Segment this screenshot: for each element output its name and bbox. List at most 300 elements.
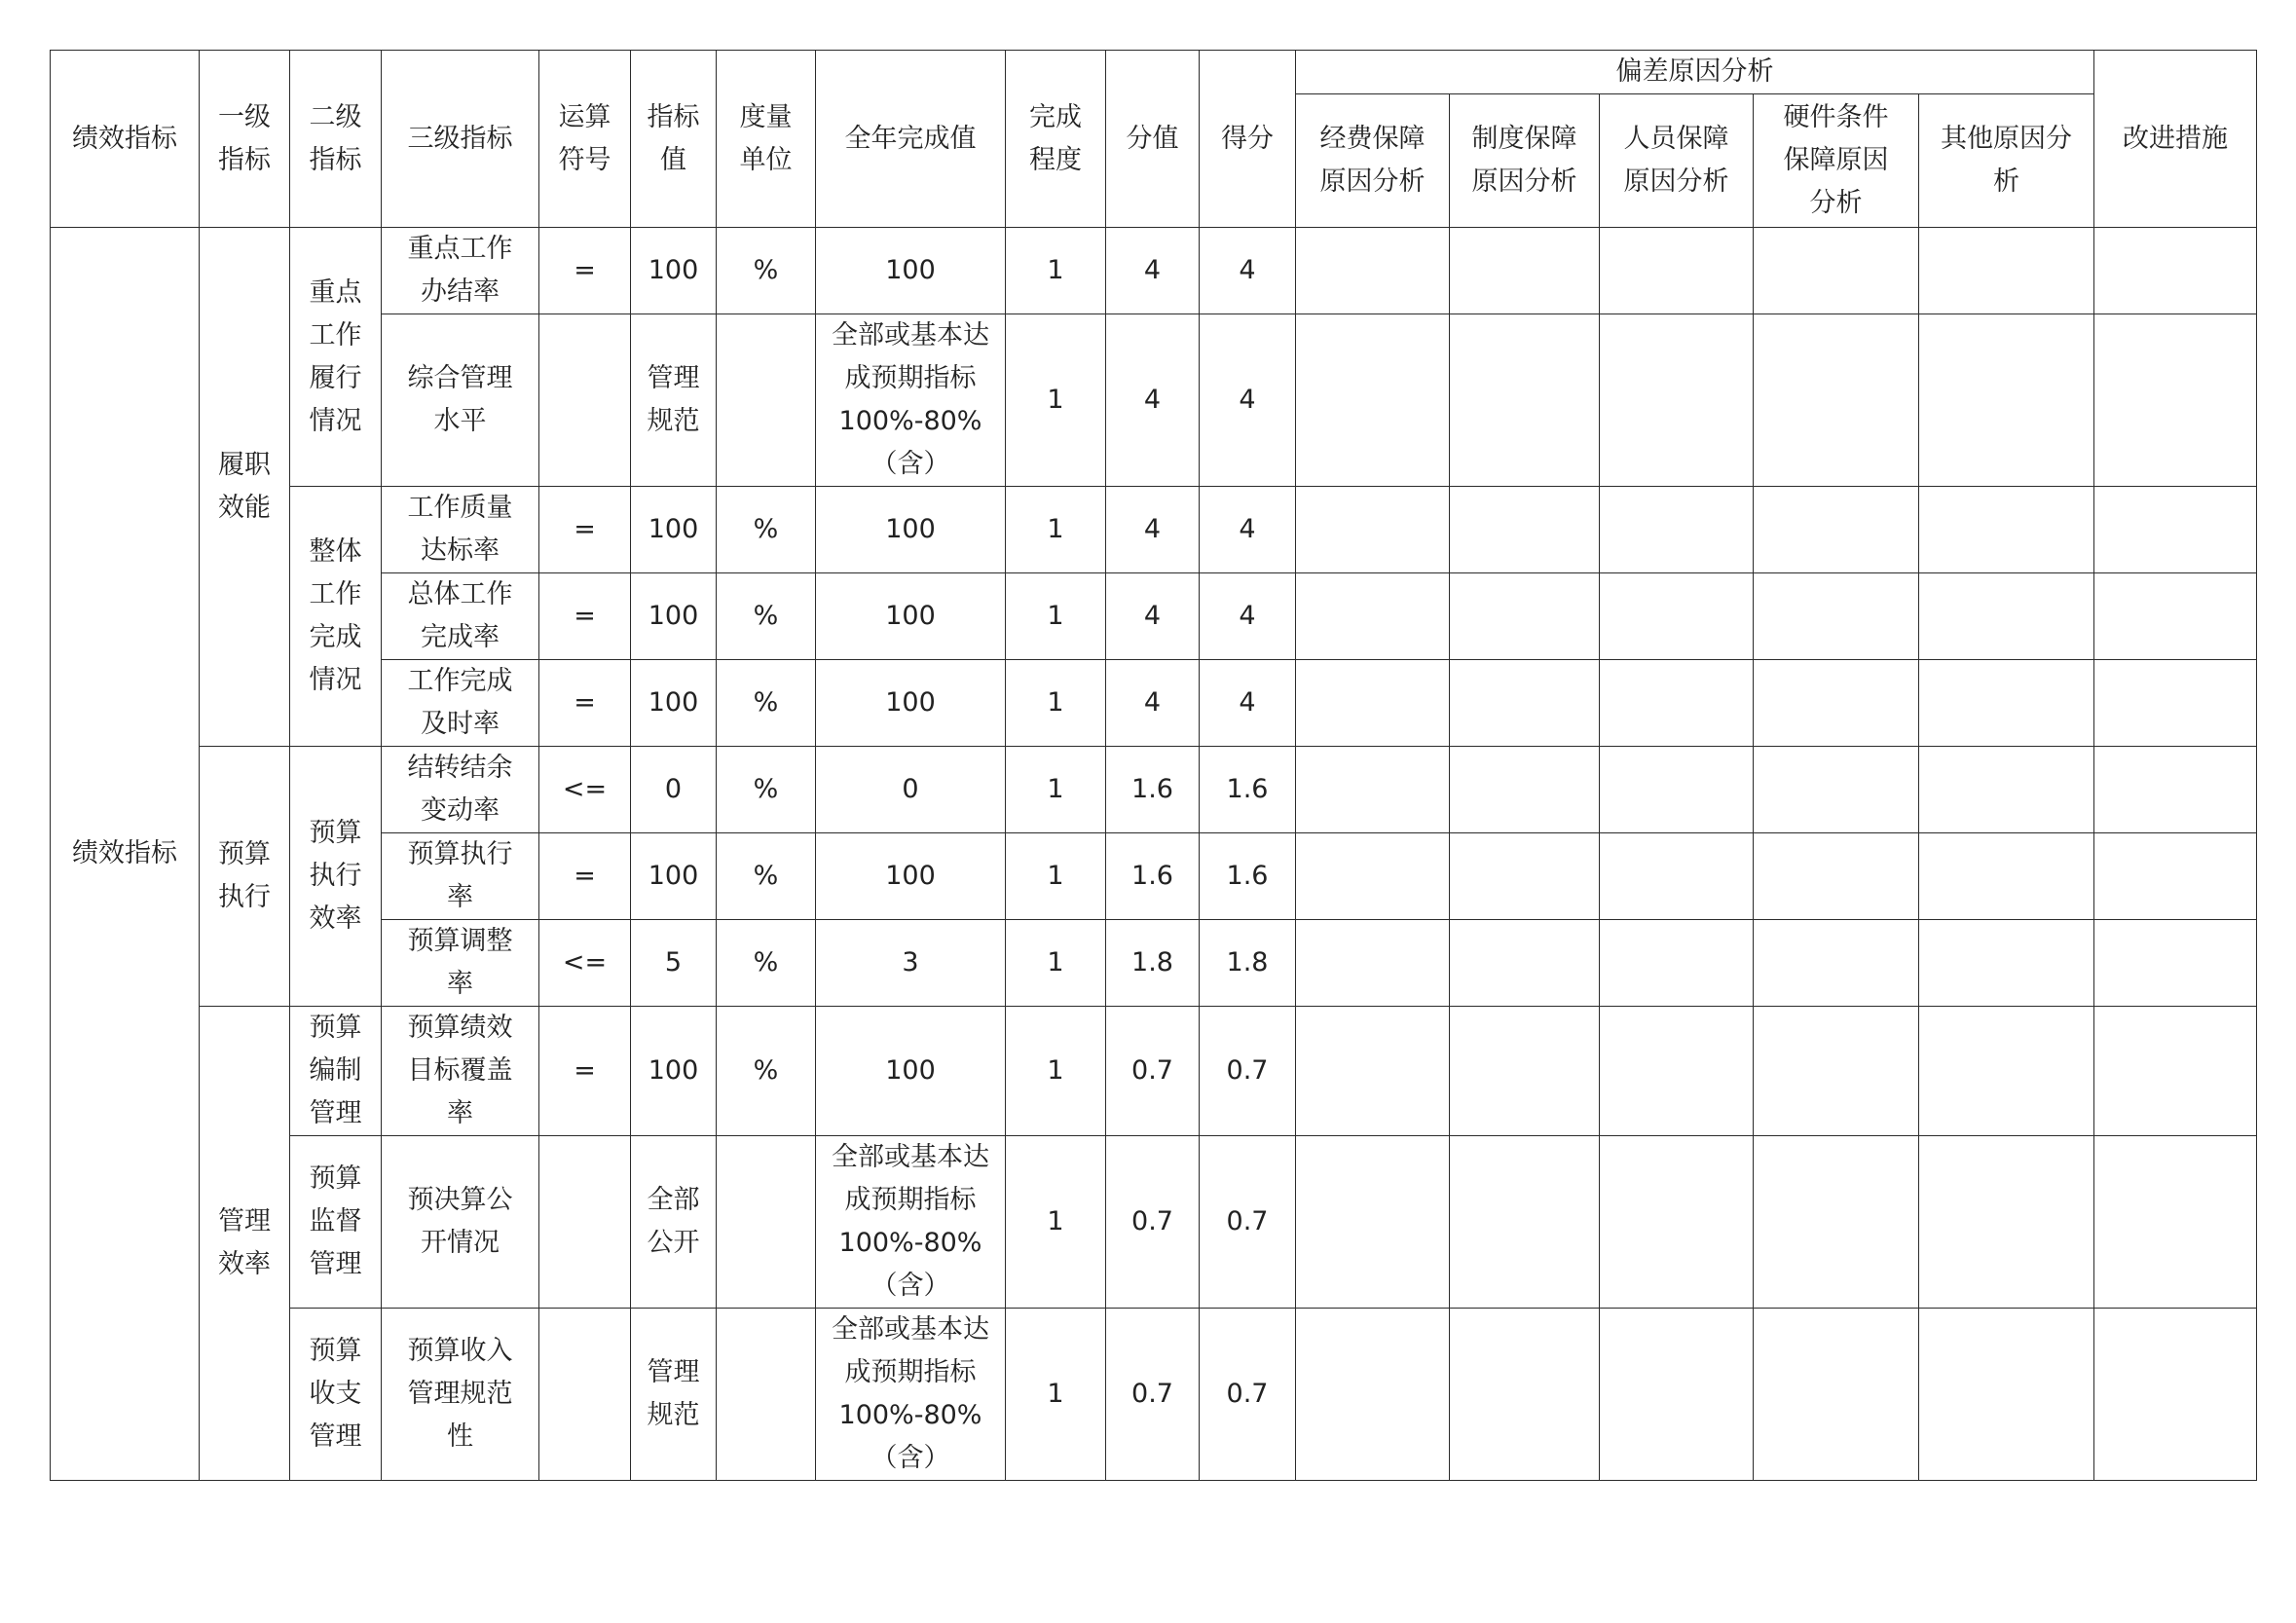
cell-operator xyxy=(539,228,631,314)
cell-completion xyxy=(1006,487,1106,573)
group-performance xyxy=(51,228,200,1481)
cell-level3-text: 重点工作办结率 xyxy=(407,234,513,307)
cell-operator-text: <= xyxy=(562,774,608,804)
cell-score-text: 0.7 xyxy=(1226,1206,1269,1236)
header-performance xyxy=(51,51,200,228)
table-row xyxy=(51,747,2257,833)
table-row xyxy=(51,487,2257,573)
cell-target-text: 100 xyxy=(648,255,699,285)
cell-dev-other xyxy=(1919,573,2094,660)
cell-dev-funding xyxy=(1296,314,1450,487)
group-l2-key-work xyxy=(290,228,382,487)
header-level3 xyxy=(382,51,539,228)
header-dev-system-text: 制度保障原因分析 xyxy=(1471,124,1577,197)
group-l1-budget-exec xyxy=(200,747,290,1007)
header-deviation-group-text: 偏差原因分析 xyxy=(1615,56,1774,87)
cell-score-value xyxy=(1106,920,1200,1007)
cell-score-value-text: 4 xyxy=(1143,385,1162,415)
cell-target xyxy=(631,228,717,314)
cell-level3 xyxy=(382,920,539,1007)
cell-unit-text: % xyxy=(753,255,779,285)
cell-improvement xyxy=(2094,487,2257,573)
cell-unit xyxy=(717,573,816,660)
cell-actual-text: 全部或基本达成预期指标 100%-80%（含） xyxy=(832,1314,989,1473)
cell-unit xyxy=(717,1136,816,1309)
cell-dev-personnel xyxy=(1600,660,1754,747)
cell-improvement xyxy=(2094,660,2257,747)
cell-operator-text: = xyxy=(574,687,596,718)
group-l2-overall-work xyxy=(290,487,382,747)
header-actual xyxy=(816,51,1006,228)
cell-unit xyxy=(717,833,816,920)
header-score-value-text: 分值 xyxy=(1126,123,1179,154)
cell-dev-system xyxy=(1450,1309,1600,1481)
cell-score-value xyxy=(1106,487,1200,573)
cell-target-text: 100 xyxy=(648,601,699,631)
cell-score-text: 4 xyxy=(1239,601,1256,631)
cell-actual xyxy=(816,1007,1006,1136)
cell-actual-text: 0 xyxy=(902,774,919,804)
header-actual-text: 全年完成值 xyxy=(844,123,977,154)
header-performance-text: 绩效指标 xyxy=(72,123,177,154)
table-row xyxy=(51,833,2257,920)
cell-score-value xyxy=(1106,1309,1200,1481)
cell-level3 xyxy=(382,1136,539,1309)
group-l1-mgmt-text: 管理效率 xyxy=(218,1206,271,1279)
header-unit xyxy=(717,51,816,228)
cell-operator-text: = xyxy=(574,255,596,285)
cell-level3-text: 总体工作完成率 xyxy=(407,579,513,652)
header-dev-funding xyxy=(1296,94,1450,228)
cell-dev-other xyxy=(1919,660,2094,747)
cell-target xyxy=(631,833,717,920)
cell-actual xyxy=(816,920,1006,1007)
cell-completion-text: 1 xyxy=(1047,1055,1064,1086)
cell-improvement xyxy=(2094,747,2257,833)
cell-actual-text: 100 xyxy=(885,255,936,285)
cell-dev-hardware xyxy=(1754,660,1919,747)
cell-level3-text: 综合管理水平 xyxy=(407,363,513,436)
cell-score-text: 1.6 xyxy=(1226,774,1269,804)
header-dev-funding-text: 经费保障原因分析 xyxy=(1319,124,1426,197)
cell-score-text: 4 xyxy=(1239,514,1256,544)
cell-completion-text: 1 xyxy=(1047,861,1064,891)
cell-dev-system xyxy=(1450,314,1600,487)
header-score-value xyxy=(1106,51,1200,228)
cell-dev-funding xyxy=(1296,920,1450,1007)
group-l2-exec-efficiency-text: 预算执行效率 xyxy=(309,818,362,934)
group-l2-exec-efficiency xyxy=(290,747,382,1007)
performance-table xyxy=(50,50,2257,1481)
cell-dev-system xyxy=(1450,920,1600,1007)
cell-dev-system xyxy=(1450,660,1600,747)
cell-operator xyxy=(539,1007,631,1136)
cell-score-value xyxy=(1106,228,1200,314)
cell-actual xyxy=(816,660,1006,747)
cell-dev-other xyxy=(1919,1007,2094,1136)
cell-score-text: 4 xyxy=(1239,687,1256,718)
cell-operator xyxy=(539,660,631,747)
cell-score-value-text: 1.6 xyxy=(1131,774,1173,804)
cell-level3-text: 预算绩效目标覆盖率 xyxy=(407,1013,513,1128)
cell-target xyxy=(631,660,717,747)
cell-completion xyxy=(1006,314,1106,487)
cell-score xyxy=(1200,747,1296,833)
cell-dev-funding xyxy=(1296,1007,1450,1136)
cell-dev-personnel xyxy=(1600,1309,1754,1481)
header-level2 xyxy=(290,51,382,228)
cell-unit xyxy=(717,660,816,747)
cell-dev-funding xyxy=(1296,573,1450,660)
cell-score-text: 1.8 xyxy=(1226,947,1269,977)
cell-score-value-text: 4 xyxy=(1143,601,1162,631)
header-dev-hardware-text: 硬件条件保障原因分析 xyxy=(1783,102,1889,218)
cell-operator xyxy=(539,1136,631,1309)
cell-completion xyxy=(1006,228,1106,314)
cell-improvement xyxy=(2094,1007,2257,1136)
cell-actual-text: 100 xyxy=(885,1055,936,1086)
cell-completion-text: 1 xyxy=(1047,687,1064,718)
cell-operator xyxy=(539,833,631,920)
cell-actual xyxy=(816,573,1006,660)
cell-operator xyxy=(539,573,631,660)
cell-unit xyxy=(717,920,816,1007)
group-l2-budget-prep-text: 预算编制管理 xyxy=(309,1013,362,1128)
header-completion xyxy=(1006,51,1106,228)
group-l2-key-work-text: 重点工作履行情况 xyxy=(309,277,362,436)
cell-operator-text: = xyxy=(574,601,596,631)
cell-level3-text: 工作质量达标率 xyxy=(407,493,513,566)
cell-score-value xyxy=(1106,1007,1200,1136)
header-dev-personnel xyxy=(1600,94,1754,228)
cell-unit xyxy=(717,1007,816,1136)
cell-score-value-text: 1.8 xyxy=(1131,947,1173,977)
header-score xyxy=(1200,51,1296,228)
cell-target xyxy=(631,920,717,1007)
group-l2-budget-income-text: 预算收支管理 xyxy=(309,1336,362,1452)
header-level1 xyxy=(200,51,290,228)
cell-completion xyxy=(1006,1007,1106,1136)
cell-dev-system xyxy=(1450,573,1600,660)
table-row xyxy=(51,1309,2257,1481)
cell-completion-text: 1 xyxy=(1047,1379,1064,1409)
cell-target-text: 管理规范 xyxy=(647,363,700,436)
cell-target xyxy=(631,314,717,487)
cell-score-text: 0.7 xyxy=(1226,1055,1269,1086)
cell-score-value xyxy=(1106,1136,1200,1309)
cell-score-text: 1.6 xyxy=(1226,861,1269,891)
cell-dev-funding xyxy=(1296,228,1450,314)
cell-score xyxy=(1200,487,1296,573)
cell-dev-personnel xyxy=(1600,1136,1754,1309)
cell-operator-text: = xyxy=(574,1055,596,1086)
cell-dev-system xyxy=(1450,1136,1600,1309)
cell-target xyxy=(631,1309,717,1481)
cell-completion-text: 1 xyxy=(1047,947,1064,977)
cell-dev-personnel xyxy=(1600,228,1754,314)
cell-dev-funding xyxy=(1296,747,1450,833)
cell-level3 xyxy=(382,314,539,487)
group-l2-overall-work-text: 整体工作完成情况 xyxy=(309,536,362,695)
group-performance-text: 绩效指标 xyxy=(72,838,177,868)
cell-score xyxy=(1200,314,1296,487)
cell-target xyxy=(631,747,717,833)
header-target xyxy=(631,51,717,228)
header-level1-text: 一级指标 xyxy=(218,101,271,175)
cell-dev-other xyxy=(1919,314,2094,487)
cell-target-text: 0 xyxy=(664,774,683,804)
group-l2-budget-supervision xyxy=(290,1136,382,1309)
cell-target xyxy=(631,487,717,573)
cell-dev-other xyxy=(1919,747,2094,833)
cell-actual xyxy=(816,314,1006,487)
cell-dev-other xyxy=(1919,1136,2094,1309)
cell-target-text: 100 xyxy=(648,1055,699,1086)
cell-score xyxy=(1200,1309,1296,1481)
cell-unit-text: % xyxy=(753,947,779,977)
cell-target xyxy=(631,1136,717,1309)
cell-level3-text: 预算收入管理规范性 xyxy=(407,1336,513,1452)
cell-operator xyxy=(539,747,631,833)
cell-dev-other xyxy=(1919,228,2094,314)
cell-completion-text: 1 xyxy=(1047,255,1064,285)
cell-score xyxy=(1200,228,1296,314)
cell-unit xyxy=(717,228,816,314)
cell-score-value-text: 0.7 xyxy=(1131,1379,1173,1409)
cell-dev-hardware xyxy=(1754,573,1919,660)
cell-completion-text: 1 xyxy=(1047,1206,1064,1236)
cell-score xyxy=(1200,1136,1296,1309)
cell-actual xyxy=(816,747,1006,833)
cell-actual-text: 100 xyxy=(885,514,936,544)
cell-score xyxy=(1200,573,1296,660)
cell-dev-system xyxy=(1450,487,1600,573)
cell-level3 xyxy=(382,833,539,920)
cell-completion-text: 1 xyxy=(1047,601,1064,631)
cell-improvement xyxy=(2094,228,2257,314)
header-completion-text: 完成程度 xyxy=(1029,101,1082,175)
cell-dev-personnel xyxy=(1600,920,1754,1007)
cell-actual xyxy=(816,833,1006,920)
header-dev-hardware xyxy=(1754,94,1919,228)
cell-actual-text: 100 xyxy=(885,601,936,631)
cell-completion-text: 1 xyxy=(1047,385,1064,415)
cell-score xyxy=(1200,1007,1296,1136)
cell-unit-text: % xyxy=(753,601,779,631)
cell-completion-text: 1 xyxy=(1047,514,1064,544)
header-operator xyxy=(539,51,631,228)
cell-actual xyxy=(816,228,1006,314)
cell-score-value xyxy=(1106,660,1200,747)
cell-target xyxy=(631,1007,717,1136)
cell-improvement xyxy=(2094,314,2257,487)
cell-completion xyxy=(1006,1309,1106,1481)
cell-completion xyxy=(1006,573,1106,660)
header-dev-personnel-text: 人员保障原因分析 xyxy=(1623,124,1729,197)
cell-dev-hardware xyxy=(1754,314,1919,487)
cell-dev-funding xyxy=(1296,660,1450,747)
cell-actual-text: 全部或基本达成预期指标 100%-80%（含） xyxy=(832,320,989,479)
cell-target-text: 100 xyxy=(648,861,699,891)
cell-actual-text: 3 xyxy=(902,947,919,977)
cell-score-text: 0.7 xyxy=(1226,1379,1269,1409)
cell-completion xyxy=(1006,1136,1106,1309)
cell-dev-funding xyxy=(1296,487,1450,573)
table-row xyxy=(51,228,2257,314)
cell-completion xyxy=(1006,660,1106,747)
cell-level3 xyxy=(382,487,539,573)
cell-improvement xyxy=(2094,573,2257,660)
cell-dev-hardware xyxy=(1754,1007,1919,1136)
cell-dev-hardware xyxy=(1754,833,1919,920)
cell-level3 xyxy=(382,747,539,833)
cell-score-value-text: 4 xyxy=(1143,687,1162,718)
header-deviation-group xyxy=(1296,51,2094,94)
cell-dev-personnel xyxy=(1600,1007,1754,1136)
cell-level3 xyxy=(382,573,539,660)
cell-dev-personnel xyxy=(1600,833,1754,920)
cell-unit xyxy=(717,747,816,833)
cell-dev-hardware xyxy=(1754,228,1919,314)
cell-unit xyxy=(717,314,816,487)
cell-dev-other xyxy=(1919,833,2094,920)
cell-dev-personnel xyxy=(1600,314,1754,487)
cell-score-value-text: 1.6 xyxy=(1131,861,1173,891)
cell-score-value xyxy=(1106,747,1200,833)
cell-unit-text: % xyxy=(753,687,779,718)
cell-operator xyxy=(539,920,631,1007)
cell-operator-text: <= xyxy=(562,947,608,977)
cell-score-value xyxy=(1106,573,1200,660)
cell-completion-text: 1 xyxy=(1047,774,1064,804)
header-level3-text: 三级指标 xyxy=(407,123,513,154)
table-row xyxy=(51,920,2257,1007)
cell-level3-text: 预算执行率 xyxy=(407,839,513,912)
cell-dev-personnel xyxy=(1600,487,1754,573)
header-score-text: 得分 xyxy=(1221,123,1274,154)
group-l2-budget-prep xyxy=(290,1007,382,1136)
cell-level3-text: 工作完成及时率 xyxy=(407,666,513,739)
cell-actual xyxy=(816,487,1006,573)
cell-score-value xyxy=(1106,314,1200,487)
cell-score xyxy=(1200,920,1296,1007)
group-l1-budget-exec-text: 预算执行 xyxy=(218,839,271,912)
cell-unit-text: % xyxy=(753,774,779,804)
cell-dev-system xyxy=(1450,833,1600,920)
table-row xyxy=(51,314,2257,487)
cell-score-value xyxy=(1106,833,1200,920)
cell-operator-text: = xyxy=(574,514,596,544)
cell-actual xyxy=(816,1136,1006,1309)
cell-score xyxy=(1200,660,1296,747)
cell-score-value-text: 4 xyxy=(1143,255,1162,285)
table-row xyxy=(51,573,2257,660)
cell-score-text: 4 xyxy=(1239,385,1256,415)
cell-improvement xyxy=(2094,1309,2257,1481)
cell-improvement xyxy=(2094,920,2257,1007)
cell-score-value-text: 0.7 xyxy=(1131,1055,1173,1086)
cell-actual-text: 100 xyxy=(885,861,936,891)
cell-level3 xyxy=(382,228,539,314)
cell-operator xyxy=(539,314,631,487)
cell-level3-text: 结转结余变动率 xyxy=(407,753,513,826)
cell-dev-hardware xyxy=(1754,487,1919,573)
header-target-text: 指标值 xyxy=(647,101,700,175)
cell-target-text: 管理规范 xyxy=(647,1357,700,1430)
group-l1-duty xyxy=(200,228,290,747)
cell-score-value-text: 4 xyxy=(1143,514,1162,544)
header-level2-text: 二级指标 xyxy=(309,101,362,175)
header-improvement xyxy=(2094,51,2257,228)
cell-dev-hardware xyxy=(1754,1309,1919,1481)
cell-operator xyxy=(539,1309,631,1481)
cell-operator-text: = xyxy=(574,861,596,891)
group-l2-budget-income xyxy=(290,1309,382,1481)
cell-target-text: 全部公开 xyxy=(647,1185,700,1258)
header-unit-text: 度量单位 xyxy=(739,101,793,175)
cell-level3-text: 预决算公开情况 xyxy=(407,1185,513,1258)
group-l1-duty-text: 履职效能 xyxy=(218,450,271,523)
header-dev-system xyxy=(1450,94,1600,228)
cell-target xyxy=(631,573,717,660)
cell-level3 xyxy=(382,1007,539,1136)
cell-level3-text: 预算调整率 xyxy=(407,926,513,999)
cell-unit-text: % xyxy=(753,861,779,891)
cell-level3 xyxy=(382,1309,539,1481)
cell-actual xyxy=(816,1309,1006,1481)
cell-actual-text: 100 xyxy=(885,687,936,718)
cell-dev-personnel xyxy=(1600,573,1754,660)
cell-dev-funding xyxy=(1296,1136,1450,1309)
cell-operator xyxy=(539,487,631,573)
cell-dev-other xyxy=(1919,920,2094,1007)
cell-completion xyxy=(1006,920,1106,1007)
cell-completion xyxy=(1006,747,1106,833)
cell-unit xyxy=(717,1309,816,1481)
cell-dev-funding xyxy=(1296,1309,1450,1481)
group-l1-mgmt xyxy=(200,1007,290,1481)
group-l2-budget-supervision-text: 预算监督管理 xyxy=(309,1163,362,1279)
cell-improvement xyxy=(2094,1136,2257,1309)
cell-score-text: 4 xyxy=(1239,255,1256,285)
cell-dev-system xyxy=(1450,747,1600,833)
cell-dev-system xyxy=(1450,1007,1600,1136)
cell-score-value-text: 0.7 xyxy=(1131,1206,1173,1236)
cell-unit-text: % xyxy=(753,514,779,544)
table-row xyxy=(51,1007,2257,1136)
cell-completion xyxy=(1006,833,1106,920)
cell-dev-hardware xyxy=(1754,747,1919,833)
header-dev-other xyxy=(1919,94,2094,228)
cell-improvement xyxy=(2094,833,2257,920)
table-row xyxy=(51,660,2257,747)
cell-target-text: 100 xyxy=(648,514,699,544)
cell-dev-hardware xyxy=(1754,1136,1919,1309)
header-improvement-text: 改进措施 xyxy=(2123,123,2228,154)
cell-dev-other xyxy=(1919,487,2094,573)
cell-dev-personnel xyxy=(1600,747,1754,833)
cell-dev-funding xyxy=(1296,833,1450,920)
cell-actual-text: 全部或基本达成预期指标 100%-80%（含） xyxy=(832,1142,989,1301)
cell-unit xyxy=(717,487,816,573)
cell-score xyxy=(1200,833,1296,920)
cell-target-text: 100 xyxy=(648,687,699,718)
cell-dev-hardware xyxy=(1754,920,1919,1007)
cell-dev-system xyxy=(1450,228,1600,314)
table-row xyxy=(51,1136,2257,1309)
cell-dev-other xyxy=(1919,1309,2094,1481)
cell-unit-text: % xyxy=(753,1055,779,1086)
